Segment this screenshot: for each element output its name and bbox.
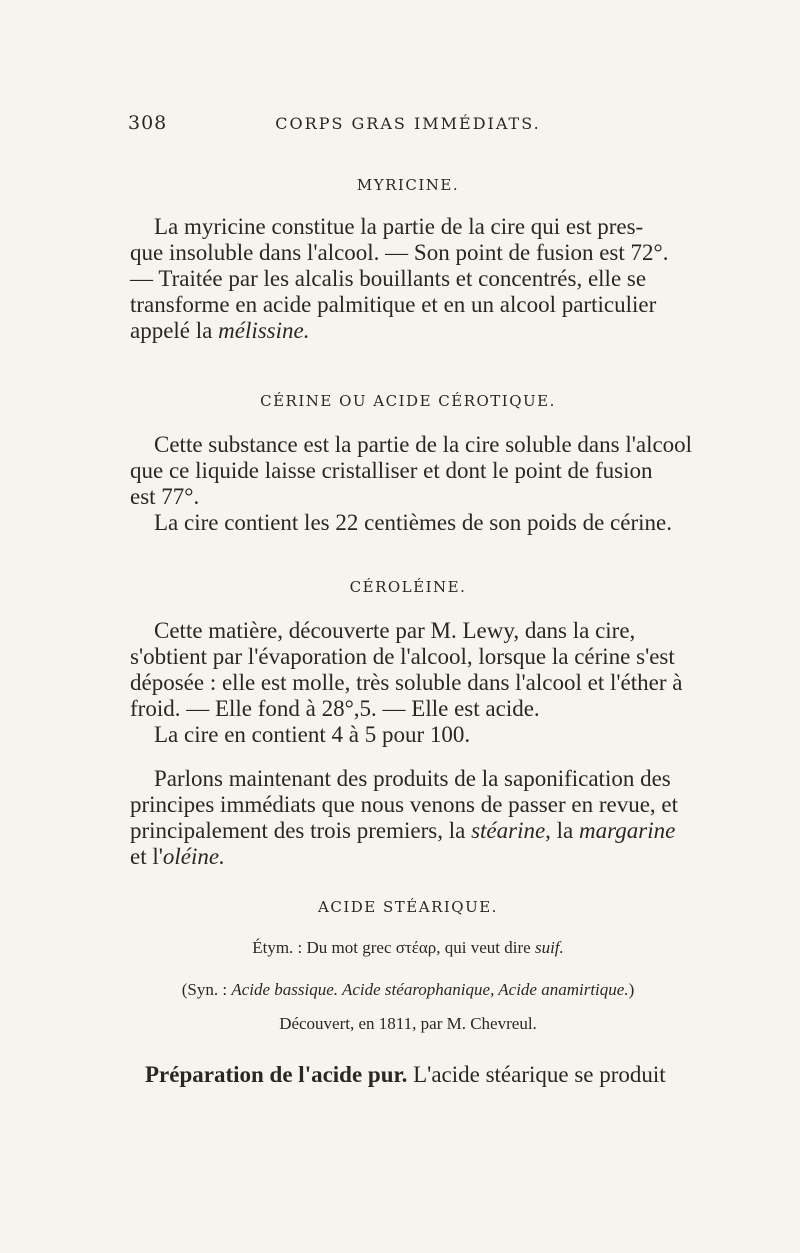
synonyms-line: (Syn. : Acide bassique. Acide stéarophanique, Acide anamirtique.) [181, 980, 635, 999]
text-line: La cire en contient 4 à 5 pour 100. [154, 722, 471, 747]
text-line: que insoluble dans l'alcool. — Son point de fusion est 72°. [130, 240, 669, 265]
heading-cerine: CÉRINE OU ACIDE CÉROTIQUE. [260, 392, 556, 410]
text-line: que ce liquide laisse cristalliser et dont le point de fusion [130, 458, 653, 483]
text-line: La myricine constitue la partie de la cire qui est pres- [154, 214, 644, 239]
text-line: principes immédiats que nous venons de passer en revue, et [130, 792, 679, 817]
text-line: s'obtient par l'évaporation de l'alcool, lorsque la cérine s'est [130, 644, 675, 669]
text-line: principalement des trois premiers, la stéarine, la margarine [130, 818, 676, 843]
preparation-title: Préparation de l'acide pur. [145, 1062, 408, 1087]
text-line: appelé la mélissine. [130, 318, 310, 343]
etymology-line: Étym. : Du mot grec στέαρ, qui veut dire suif. [252, 938, 564, 957]
running-title: CORPS GRAS IMMÉDIATS. [275, 114, 541, 133]
text-line: Cette matière, découverte par M. Lewy, dans la cire, [154, 618, 636, 643]
page-header [128, 112, 688, 136]
preparation-line: Préparation de l'acide pur. L'acide stéarique se produit [145, 1062, 666, 1087]
heading-myricine: MYRICINE. [356, 176, 460, 194]
text-line: — Traitée par les alcalis bouillants et concentrés, elle se [130, 266, 647, 291]
discovery-line: Découvert, en 1811, par M. Chevreul. [279, 1014, 537, 1033]
paragraph-cerine [130, 432, 706, 536]
paragraph-parlons [130, 766, 706, 870]
text-line: La cire contient les 22 centièmes de son poids de cérine. [154, 510, 672, 535]
paragraph-myricine [130, 214, 706, 344]
text-line: et l'oléine. [130, 844, 225, 869]
text-line: est 77°. [130, 484, 200, 509]
heading-ceroleine: CÉROLÉINE. [349, 578, 467, 596]
paragraph-ceroleine [130, 618, 706, 748]
text-line: déposée : elle est molle, très soluble dans l'alcool et l'éther à [130, 670, 683, 695]
text-line: froid. — Elle fond à 28°,5. — Elle est acide. [130, 696, 540, 721]
text-line: Cette substance est la partie de la cire soluble dans l'alcool [154, 432, 693, 457]
text-line: Parlons maintenant des produits de la saponification des [154, 766, 671, 791]
heading-acide-stearique: ACIDE STÉARIQUE. [318, 898, 498, 916]
text-line: transforme en acide palmitique et en un alcool particulier [130, 292, 657, 317]
page-number: 308 [128, 112, 168, 134]
